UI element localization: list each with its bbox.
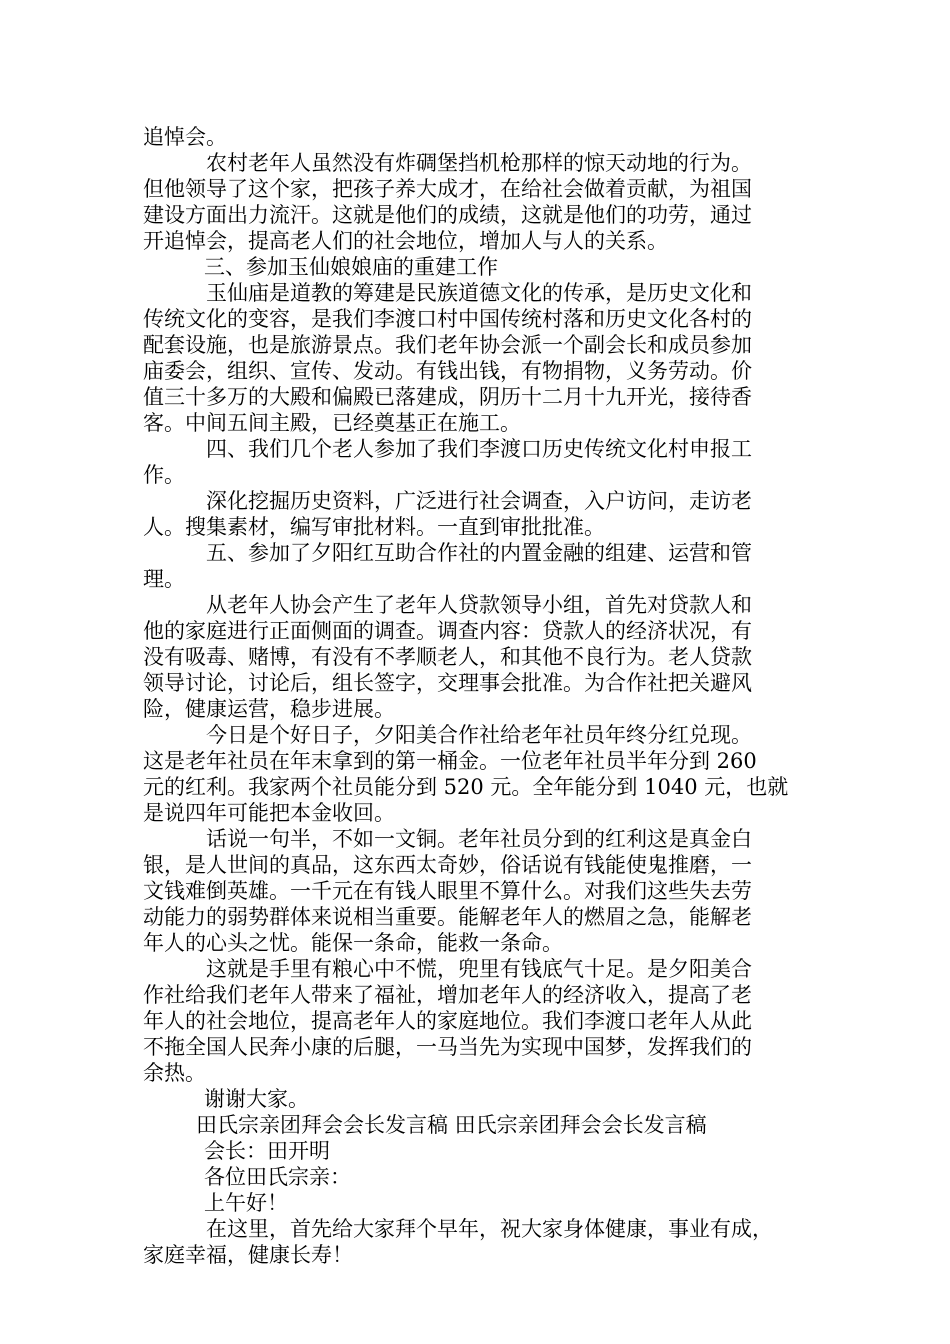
paragraph-line: 这就是手里有粮心中不慌，兜里有钱底气十足。是夕阳美合 xyxy=(206,957,752,981)
paragraph-line: 从老年人协会产生了老年人贷款领导小组，首先对贷款人和 xyxy=(206,593,752,617)
paragraph-line: 年人的社会地位，提高老年人的家庭地位。我们李渡口老年人从此 xyxy=(143,1009,752,1033)
paragraph-line: 庙委会，组织、宣传、发动。有钱出钱，有物捐物，义务劳动。价 xyxy=(143,359,752,383)
paragraph-line: 文钱难倒英雄。一千元在有钱人眼里不算什么。对我们这些失去劳 xyxy=(143,879,752,903)
paragraph-line: 余热。 xyxy=(143,1061,206,1085)
paragraph-line: 人。搜集素材，编写审批材料。一直到审批批准。 xyxy=(143,515,605,539)
paragraph-line: 年人的心头之忧。能保一条命，能救一条命。 xyxy=(143,931,563,955)
greeting-line: 上午好！ xyxy=(204,1191,288,1215)
paragraph-line: 追悼会。 xyxy=(143,125,227,149)
paragraph-line: 客。中间五间主殿，已经奠基正在施工。 xyxy=(143,411,521,435)
paragraph-line: 配套设施，也是旅游景点。我们老年协会派一个副会长和成员参加 xyxy=(143,333,752,357)
paragraph-line: 建设方面出力流汗。这就是他们的成绩，这就是他们的功劳，通过 xyxy=(143,203,752,227)
section-heading: 三、参加玉仙娘娘庙的重建工作 xyxy=(204,255,498,279)
paragraph-line: 领导讨论，讨论后，组长签字，交理事会批准。为合作社把关避风 xyxy=(143,671,752,695)
paragraph-line: 但他领导了这个家，把孩子养大成才，在给社会做着贡献，为祖国 xyxy=(143,177,752,201)
paragraph-line: 动能力的弱势群体来说相当重要。能解老年人的燃眉之急，能解老 xyxy=(143,905,752,929)
paragraph-line: 玉仙庙是道教的筹建是民族道德文化的传承，是历史文化和 xyxy=(206,281,752,305)
paragraph-line: 这是老年社员在年末拿到的第一桶金。一位老年社员半年分到 260 xyxy=(143,749,757,773)
paragraph-line: 作社给我们老年人带来了福祉，增加老年人的经济收入，提高了老 xyxy=(143,983,752,1007)
speaker-line: 会长：田开明 xyxy=(204,1139,330,1163)
paragraph-line: 开追悼会，提高老人们的社会地位，增加人与人的关系。 xyxy=(143,229,668,253)
paragraph-line: 今日是个好日子，夕阳美合作社给老年社员年终分红兑现。 xyxy=(206,723,752,747)
paragraph-line: 元的红利。我家两个社员能分到 520 元。全年能分到 1040 元，也就 xyxy=(143,775,789,799)
section-heading: 五、参加了夕阳红互助合作社的内置金融的组建、运营和管 xyxy=(206,541,752,565)
paragraph-line: 在这里，首先给大家拜个早年，祝大家身体健康，事业有成， xyxy=(206,1217,773,1241)
paragraph-line: 没有吸毒、赌博，有没有不孝顺老人，和其他不良行为。老人贷款 xyxy=(143,645,752,669)
paragraph-line: 是说四年可能把本金收回。 xyxy=(143,801,395,825)
paragraph-line: 银，是人世间的真品，这东西太奇妙，俗话说有钱能使鬼推磨，一 xyxy=(143,853,752,877)
section-heading: 作。 xyxy=(143,463,185,487)
paragraph-line: 农村老年人虽然没有炸碉堡挡机枪那样的惊天动地的行为。 xyxy=(206,151,752,175)
paragraph-line: 传统文化的变容，是我们李渡口村中国传统村落和历史文化各村的 xyxy=(143,307,752,331)
paragraph-line: 深化挖掘历史资料，广泛进行社会调查，入户访问，走访老 xyxy=(206,489,752,513)
paragraph-line: 家庭幸福，健康长寿！ xyxy=(143,1243,353,1267)
paragraph-line: 他的家庭进行正面侧面的调查。调查内容：贷款人的经济状况，有 xyxy=(143,619,752,643)
section-heading: 四、我们几个老人参加了我们李渡口历史传统文化村申报工 xyxy=(206,437,752,461)
closing-line: 谢谢大家。 xyxy=(204,1087,309,1111)
paragraph-line: 不拖全国人民奔小康的后腿，一马当先为实现中国梦，发挥我们的 xyxy=(143,1035,752,1059)
section-heading: 理。 xyxy=(143,567,185,591)
salutation-line: 各位田氏宗亲： xyxy=(204,1165,351,1189)
speech-title: 田氏宗亲团拜会会长发言稿 田氏宗亲团拜会会长发言稿 xyxy=(196,1113,707,1137)
paragraph-line: 险，健康运营，稳步进展。 xyxy=(143,697,395,721)
paragraph-line: 值三十多万的大殿和偏殿已落建成，阴历十二月十九开光，接待香 xyxy=(143,385,752,409)
paragraph-line: 话说一句半，不如一文铜。老年社员分到的红利这是真金白 xyxy=(206,827,752,851)
